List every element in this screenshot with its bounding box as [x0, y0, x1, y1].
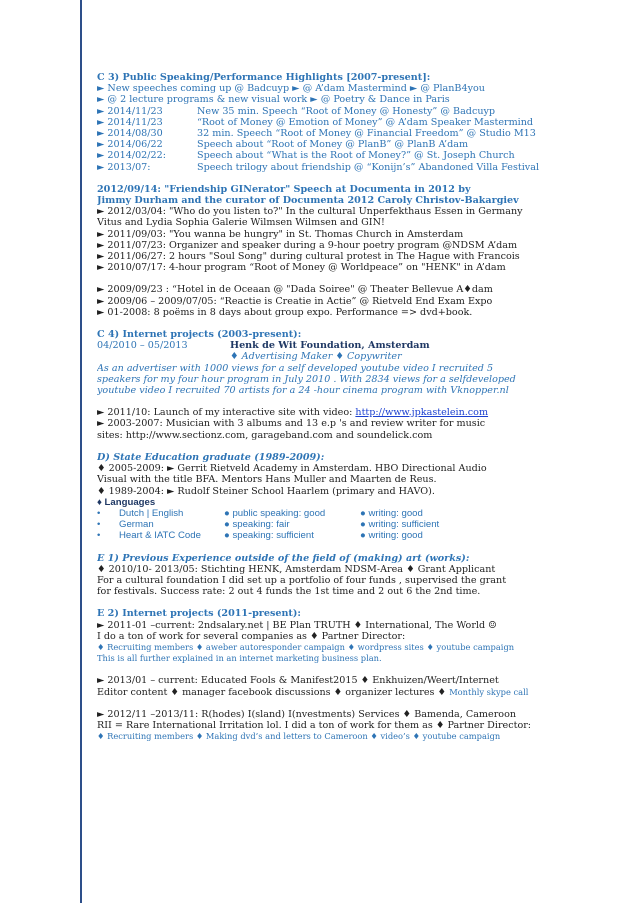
speech-date: ► 2014/11/23	[97, 105, 163, 117]
speech-row	[97, 117, 617, 128]
project-line: ► 2011-01 –current: 2ndsalary.net | BE Plan TRUTH ♦ International, The World ☺	[97, 619, 497, 631]
event-line: ► 2012/03/04: "Who do you listen to?" In the cultural Unperfekthaus Essen in Germany	[97, 206, 523, 218]
event-line: ► 2009/09/23 : “Hotel in de Oceaan @ "Dada Soiree" @ Theater Bellevue A♦dam	[97, 284, 493, 296]
section-heading-d: D) State Education graduate (1989-2009):	[97, 451, 325, 463]
section-heading-c4: C 4) Internet projects (2003-present):	[97, 329, 302, 341]
experience-line: for festivals. Success rate: 2 out 4 funds the 1st time and 2 out 6 the 2nd time.	[97, 586, 481, 598]
job-desc: youtube video I recruited 70 artists for a 24 -hour cinema program with Vknopper.nl	[97, 385, 509, 397]
job-period: 04/2010 – 05/2013	[97, 340, 188, 352]
job-desc: As an advertiser with 1000 views for a self developed youtube video I recruited 5	[97, 362, 494, 374]
languages-heading: ♦ Languages	[97, 496, 156, 508]
upcoming-line: ► New speeches coming up @ Badcuyp ► @ A’dam Mastermind ► @ PlanB4you	[97, 83, 485, 95]
event-line: ► 2011/06/27: 2 hours "Soul Song" during cultural protest in The Hague with Francois	[97, 251, 520, 263]
speech-date: ► 2014/06/22	[97, 139, 163, 151]
section-heading-e1: E 1) Previous Experience outside of the field of (making) art (works):	[97, 552, 470, 564]
project-line: ► 2013/01 – current: Educated Fools & Manifest2015 ♦ Enkhuizen/Weert/Internet	[97, 675, 499, 687]
project-line	[97, 687, 617, 698]
resume-page	[97, 72, 617, 742]
language-row	[97, 519, 617, 530]
speech-date: ► 2014/02/22:	[97, 150, 166, 162]
language-row	[97, 508, 617, 519]
education-line: ♦ 2005-2009: ► Gerrit Rietveld Academy in Amsterdam. HBO Directional Audio	[97, 463, 487, 475]
speech-text: Speech about “What is the Root of Money?” @ St. Joseph Church	[197, 150, 515, 162]
speech-row	[97, 139, 617, 150]
project-line: ► 2012/11 –2013/11: R(hodes) I(sland) I(nvestments) Services ♦ Bamenda, Cameroon	[97, 708, 517, 720]
event-line: Vitus and Lydia Sophia Galerie Wilmsen Wilmsen and GIN!	[97, 217, 385, 229]
experience-line: For a cultural foundation I did set up a portfolio of four funds , supervised the grant	[97, 574, 507, 586]
music-line: ► 2003-2007: Musician with 3 albums and 13 e.p 's and review writer for music	[97, 418, 486, 430]
speech-row	[97, 106, 617, 117]
speech-date: ► 2014/08/30	[97, 128, 163, 140]
event-line: ► 01-2008: 8 poëms in 8 days about group expo. Performance => dvd+book.	[97, 306, 473, 318]
documenta-heading: Jimmy Durham and the curator of Documenta 2012 Caroly Christov-Bakargiev	[97, 195, 519, 207]
language-name: Dutch | English	[119, 507, 184, 519]
section-heading-e2: E 2) Internet projects (2011-present):	[97, 608, 301, 620]
language-speaking: ● public speaking: good	[224, 507, 326, 519]
language-writing: ● writing: good	[360, 507, 423, 519]
job-row	[97, 340, 617, 351]
speech-date: ► 2014/11/23	[97, 116, 163, 128]
project-line: RII = Rare International Irritation lol. I did a ton of work for them as ♦ Partner Director:	[97, 719, 532, 731]
speech-row	[97, 150, 617, 161]
job-role: ♦ Advertising Maker ♦ Copywriter	[230, 351, 402, 363]
bullet-icon: •	[97, 519, 101, 531]
launch-text: ► 2011/10: Launch of my interactive site with video:	[97, 407, 356, 419]
speech-text: New 35 min. Speech “Root of Money @ Honesty” @ Badcuyp	[197, 105, 496, 117]
experience-line: ♦ 2010/10- 2013/05: Stichting HENK, Amsterdam NDSM-Area ♦ Grant Applicant	[97, 563, 496, 575]
speech-text: “Root of Money @ Emotion of Money” @ A’dam Speaker Mastermind	[197, 116, 534, 128]
bullet-icon: •	[97, 507, 101, 519]
speech-text: Speech about “Root of Money @ PlanB” @ PlanB A’dam	[197, 139, 469, 151]
language-name: Heart & IATC Code	[119, 530, 201, 542]
job-org: Henk de Wit Foundation, Amsterdam	[230, 340, 430, 352]
speech-text: 32 min. Speech “Root of Money @ Financial Freedom” @ Studio M13	[197, 128, 536, 140]
language-speaking: ● speaking: sufficient	[224, 530, 314, 542]
project-line: I do a ton of work for several companies as ♦ Partner Director:	[97, 630, 406, 642]
event-line: ► 2011/07/23: Organizer and speaker during a 9-hour poetry program @NDSM A’dam	[97, 239, 518, 251]
website-link[interactable]: http://www.jpkastelein.com	[355, 407, 489, 419]
language-row	[97, 530, 617, 541]
project-detail: Monthly skype call	[449, 686, 529, 697]
education-line: ♦ 1989-2004: ► Rudolf Steiner School Haarlem (primary and HAVO).	[97, 485, 435, 497]
margin-line	[80, 0, 82, 903]
event-line: ► 2011/09/03: "You wanna be hungry" in St. Thomas Church in Amsterdam	[97, 228, 464, 240]
language-writing: ● writing: good	[360, 530, 423, 542]
event-line: ► 2010/07/17: 4-hour program “Root of Money @ Worldpeace” on "HENK" in A’dam	[97, 262, 506, 274]
music-line: sites: http://www.sectionz.com, garageband.com and soundelick.com	[97, 429, 433, 441]
language-writing: ● writing: sufficient	[360, 519, 440, 531]
project-detail: ♦ Recruiting members ♦ aweber autoresponder campaign ♦ wordpress sites ♦ youtube campaign	[97, 641, 515, 652]
language-speaking: ● speaking: fair	[224, 519, 290, 531]
launch-line	[97, 407, 617, 418]
education-line: Visual with the title BFA. Mentors Hans Muller and Maarten de Reus.	[97, 474, 437, 486]
job-desc: speakers for my four hour program in July 2010 . With 2834 views for a selfdeveloped	[97, 373, 516, 385]
section-heading-c3: C 3) Public Speaking/Performance Highlights [2007-present]:	[97, 72, 431, 83]
project-detail: ♦ Recruiting members ♦ Making dvd’s and letters to Cameroon ♦ video’s ♦ youtube campaign	[97, 731, 501, 742]
project-detail: This is all further explained in an internet marketing business plan.	[97, 653, 382, 664]
bullet-icon: •	[97, 530, 101, 542]
documenta-heading: 2012/09/14: "Friendship GINerator" Speech at Documenta in 2012 by	[97, 183, 471, 195]
event-line: ► 2009/06 – 2009/07/05: “Reactie is Creatie in Actie” @ Rietveld End Exam Expo	[97, 295, 493, 307]
language-name: German	[119, 519, 154, 531]
upcoming-line: ► @ 2 lecture programs & new visual work ► @ Poetry & Dance in Paris	[97, 94, 450, 106]
speech-text: Speech trilogy about friendship @ “Konijn’s” Abandoned Villa Festival	[197, 161, 540, 173]
speech-date: ► 2013/07:	[97, 161, 151, 173]
speech-row	[97, 128, 617, 139]
project-text: Editor content ♦ manager facebook discussions ♦ organizer lectures ♦	[97, 686, 450, 698]
speech-row	[97, 162, 617, 173]
